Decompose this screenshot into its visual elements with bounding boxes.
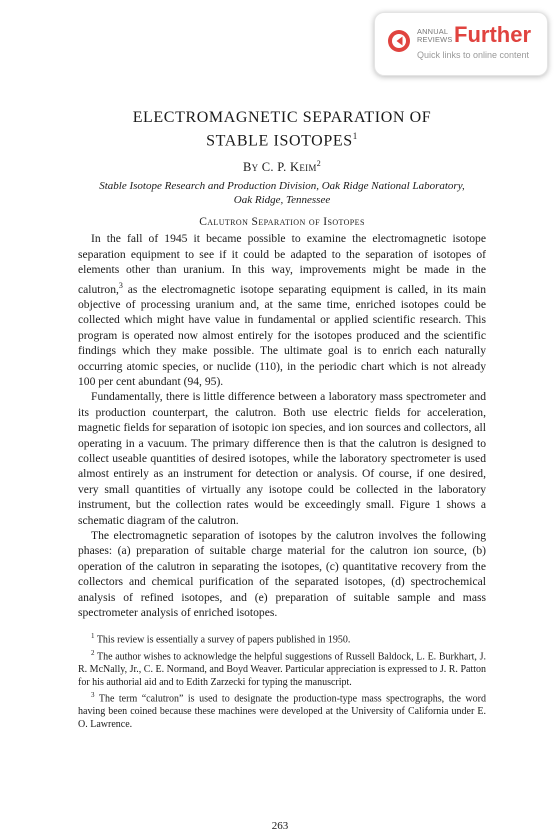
paragraph-1-text-cont: as the electromagnetic isotope separating equipment is called, in its main objective of processing uranium and, at the same time, enriched isotopes could be collected which might have value in fundamental or applied scientific research. This program is operated now almost entirely for the isotopes produced and the scientific findings which they make possible. The ultimate goal is to enrich each naturally occurring atomic species, or nuclide (110), in the periodic chart which is not already 100 per cent abundant (94, 95).: [78, 282, 486, 388]
footnote-number: 1: [91, 631, 95, 640]
reviews-label: REVIEWS: [417, 35, 453, 44]
footnote-text: The term “calutron” is used to designate the production-type mass spectrographs, the word having been coined because these machines were developed at the University of California under E. O. Lawrence.: [78, 693, 486, 731]
title-footnote-marker: 1: [352, 131, 358, 141]
paragraph-2-text: Fundamentally, there is little difference between a laboratory mass spectrometer and its production counterpart, the calutron. Both use electric fields for acceleration, magnetic fields for separation of isotopic ion species, and ion sources and collectors, all operating in a vacuum. The primary difference then is that the calutron is designed to collect useable quantities of desired isotopes, while the laboratory spectrometer is used almost entirely as an instrument for detection or analysis. Of course, if one desired, very small quantities of virtually any isotope could be collected in the laboratory instrument, but the collection rates would be exceedingly small. Figure 1 shows a schematic diagram of the calutron.: [78, 390, 486, 527]
footnote-ref-3[interactable]: 3: [118, 280, 123, 290]
body-paragraph: [78, 389, 486, 528]
title-line-2: STABLE ISOTOPES: [206, 132, 353, 150]
body-paragraph: [78, 231, 486, 389]
title-line-1: ELECTROMAGNETIC SEPARATION OF: [132, 109, 432, 126]
footnote: [78, 647, 486, 690]
author-name: By C. P. Keim: [242, 160, 317, 175]
author-line: [78, 159, 486, 175]
article-title: [78, 108, 486, 150]
footnote-text: The author wishes to acknowledge the helpful suggestions of Russell Baldock, L. E. Burkhart, J. R. McNally, Jr., C. E. Normand, and Boyd Weaver. Particular appreciation is expressed to J. R. Patton for his authorial aid and to Edith Zarzecki for typing the manuscript.: [78, 650, 486, 688]
footnote: [78, 689, 486, 732]
annual-reviews-further-banner[interactable]: [374, 12, 548, 76]
author-footnote-marker: 2: [316, 159, 322, 169]
footnote: [78, 630, 486, 647]
page-number: 263: [271, 820, 289, 832]
footnote-number: 2: [91, 648, 95, 657]
footnote-text: This review is essentially a survey of papers published in 1950.: [94, 633, 351, 645]
footnote-number: 3: [91, 691, 95, 700]
article-page: [78, 108, 486, 732]
annual-label: ANNUAL: [417, 27, 449, 36]
banner-tagline: Quick links to online content: [417, 50, 530, 60]
paragraph-3-text: The electromagnetic separation of isotopes by the calutron involves the following phases: (a) preparation of suitable charge material for the calutron ion source, (b) operation of the calutron in separating the isotopes, (c) quantitative recovery from the collectors and chemical purification of the separated isotopes, (d) spectrochemical analysis of refined isotopes, and (e) preparation of suitable sample and mass spectrometer analysis of enriched isotopes.: [78, 529, 486, 620]
section-heading: Calutron Separation of Isotopes: [199, 216, 365, 229]
annual-reviews-logo-icon: [387, 29, 411, 53]
paragraph-1-text: In the fall of 1945 it became possible to examine the electromagnetic isotope separation equipment to see if it could be adapted to the separation of isotopes of elements other than uranium. In this way, improvements might be made in the calutron,: [78, 232, 486, 296]
affiliation-line-2: Oak Ridge, Tennessee: [233, 194, 331, 207]
footnote-separator: [78, 621, 486, 630]
body-paragraph: [78, 528, 486, 620]
annual-reviews-wordmark: [417, 28, 452, 44]
further-label: Further: [454, 22, 531, 47]
author-affiliation: [78, 179, 486, 207]
affiliation-line-1: Stable Isotope Research and Production Division, Oak Ridge National Laboratory,: [99, 180, 465, 193]
